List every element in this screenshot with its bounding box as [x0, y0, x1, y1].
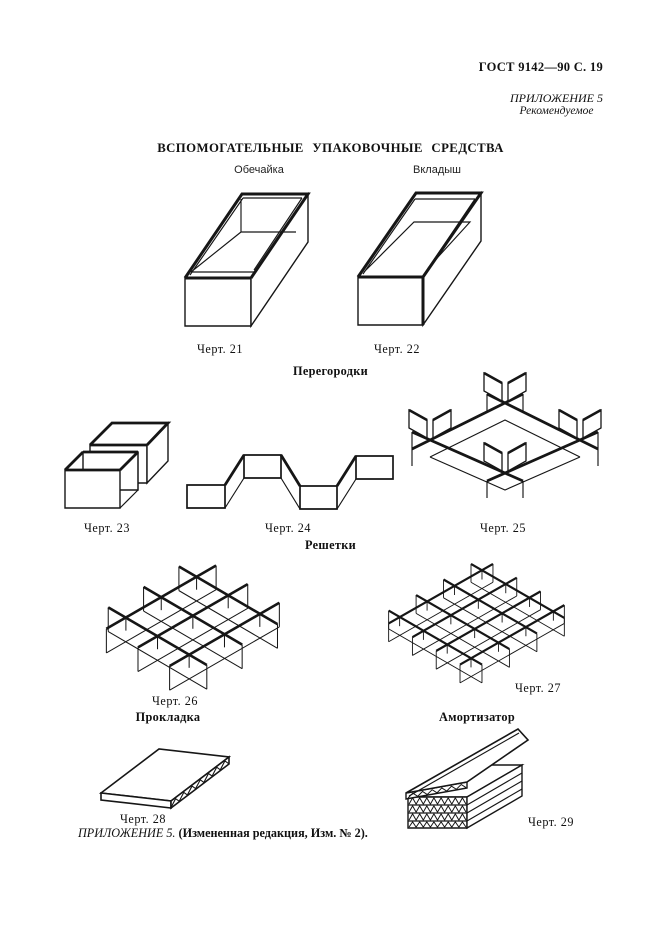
figure-27-drawing: [374, 562, 568, 683]
figure-23-caption: Черт. 23: [84, 521, 130, 535]
figure-25-caption: Черт. 25: [480, 521, 526, 535]
figure-25-drawing: [408, 378, 603, 518]
section-heading-grids: Решетки: [305, 538, 356, 552]
section-heading-partitions: Перегородки: [292, 364, 369, 378]
figure-26-drawing: [98, 558, 284, 693]
figure-27-caption: Черт. 27: [515, 681, 561, 695]
figure-21-drawing: [175, 182, 343, 345]
figure-28-drawing: [95, 737, 235, 809]
figure-29-caption: Черт. 29: [528, 815, 574, 829]
annex-block: [510, 92, 603, 118]
figure-23-drawing: [58, 418, 173, 514]
document-title: ВСПОМОГАТЕЛЬНЫЕ УПАКОВОЧНЫЕ СРЕДСТВА: [157, 141, 504, 155]
figure-24-caption: Черт. 24: [265, 521, 311, 535]
annex-subtitle: Рекомендуемое: [519, 105, 594, 117]
page-number: ГОСТ 9142—90 С. 19: [478, 60, 603, 74]
figure-24-drawing: [183, 448, 398, 514]
figure-26-caption: Черт. 26: [152, 694, 198, 708]
footer-annex-ref: ПРИЛОЖЕНИЕ 5.: [78, 826, 176, 840]
figure-22-drawing: [352, 182, 522, 345]
annex-label: ПРИЛОЖЕНИЕ 5: [510, 91, 603, 105]
section-heading-cushion: Амортизатор: [439, 710, 515, 724]
figure-22-label: Вкладыш: [413, 164, 461, 176]
footer-revision-note: (Измененная редакция, Изм. № 2).: [178, 826, 368, 840]
figure-21-caption: Черт. 21: [197, 342, 243, 356]
section-heading-pad: Прокладка: [135, 710, 201, 724]
footer-note: [78, 826, 368, 841]
figure-28-caption: Черт. 28: [120, 812, 166, 826]
figure-21-label: Обечайка: [234, 164, 284, 176]
figure-22-caption: Черт. 22: [374, 342, 420, 356]
